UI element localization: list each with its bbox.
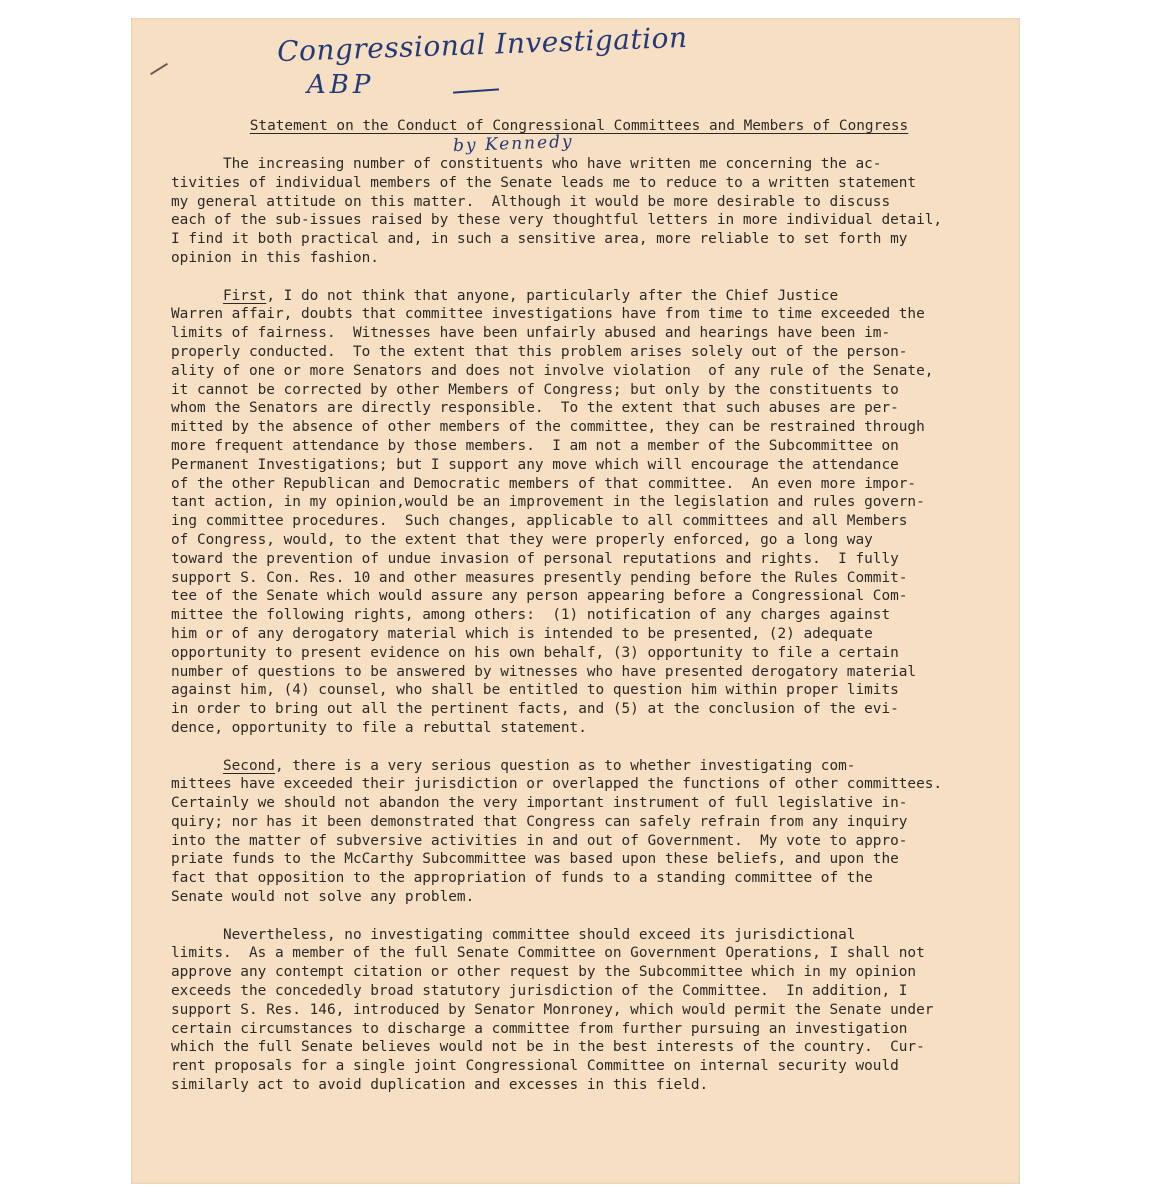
- text-line: into the matter of subversive activities in and out of Government. My vote to appro-: [171, 832, 908, 849]
- text-line: approve any contempt citation or other request by the Subcommittee which in my opinion: [171, 964, 917, 981]
- text-line: each of the sub-issues raised by these very thoughtful letters in more individual detail,: [171, 212, 943, 229]
- text-line: of Congress, would, to the extent that they were properly enforced, go a long way: [171, 531, 873, 548]
- text-line: toward the prevention of undue invasion of personal reputations and rights. I fully: [171, 550, 899, 567]
- text-line: limits of fairness. Witnesses have been unfairly abused and hearings have been im-: [171, 325, 891, 342]
- handwritten-title: Congressional Investigation: [276, 20, 689, 69]
- document-page: [131, 18, 1020, 1184]
- text-line: [171, 287, 1001, 306]
- text-line: limits. As a member of the full Senate Committee on Government Operations, I shall not: [171, 945, 925, 962]
- text-line: exceeds the concededly broad statutory jurisdiction of the Committee. In addition, I: [171, 983, 908, 1000]
- text-line: The increasing number of constituents who have written me concerning the ac-: [171, 156, 882, 172]
- paragraph-nevertheless: [171, 926, 1001, 1095]
- text-line: tivities of individual members of the Senate leads me to reduce to a written statement: [171, 174, 917, 191]
- text-line-rest: , I do not think that anyone, particularly after the Chief Justice: [266, 287, 839, 304]
- text-line: tant action, in my opinion,would be an improvement in the legislation and rules govern-: [171, 494, 925, 511]
- text-line: mittee the following rights, among others: (1) notification of any charges against: [171, 607, 891, 624]
- document-title: Statement on the Conduct of Congressional Committees and Members of Congress: [249, 118, 909, 134]
- text-line: Permanent Investigations; but I support any move which will encourage the attendance: [171, 456, 899, 473]
- handwritten-dash: [453, 88, 499, 93]
- text-line: quiry; nor has it been demonstrated that Congress can safely refrain from any inquiry: [171, 813, 908, 830]
- text-line-rest: , there is a very serious question as to whether investigating com-: [274, 757, 856, 774]
- paragraph-first: [171, 287, 1001, 738]
- text-line: Senate would not solve any problem.: [171, 889, 475, 906]
- paragraph-intro: [171, 155, 1001, 268]
- text-line: against him, (4) counsel, who shall be entitled to question him within proper limits: [171, 682, 899, 699]
- text-line: tee of the Senate which would assure any person appearing before a Congressional Com-: [171, 588, 908, 605]
- text-line: opinion in this fashion.: [171, 249, 379, 266]
- paragraph-lead-second: Second: [222, 757, 275, 774]
- handwritten-byline: by Kennedy: [452, 131, 574, 157]
- text-line: Certainly we should not abandon the very important instrument of full legislative in-: [171, 795, 908, 812]
- paragraph-lead-first: First: [222, 287, 267, 304]
- text-line: in order to bring out all the pertinent facts, and (5) at the conclusion of the evi-: [171, 701, 899, 718]
- text-line: it cannot be corrected by other Members of Congress; but only by the constituents to: [171, 381, 899, 398]
- handwritten-initials: ABP: [307, 70, 375, 100]
- text-line: certain circumstances to discharge a committee from further pursuing an investigation: [171, 1020, 908, 1037]
- text-line: dence, opportunity to file a rebuttal statement.: [171, 719, 587, 736]
- text-line: number of questions to be answered by witnesses who have presented derogatory material: [171, 663, 917, 680]
- text-line: opportunity to present evidence on his own behalf, (3) opportunity to file a certain: [171, 644, 899, 661]
- text-line: more frequent attendance by those members. I am not a member of the Subcommittee on: [171, 437, 899, 454]
- text-line: mittees have exceeded their jurisdiction or overlapped the functions of other committees.: [171, 776, 943, 793]
- text-line: of the other Republican and Democratic members of that committee. An even more impor-: [171, 475, 917, 492]
- document-body: [171, 155, 1001, 1114]
- pencil-mark: [150, 63, 168, 75]
- text-line: Warren affair, doubts that committee investigations have from time to time exceeded the: [171, 306, 925, 323]
- text-line: fact that opposition to the appropriation of funds to a standing committee of the: [171, 870, 873, 887]
- text-line: properly conducted. To the extent that this problem arises solely out of the person-: [171, 343, 908, 360]
- text-line: support S. Res. 146, introduced by Senator Monroney, which would permit the Senate under: [171, 1001, 934, 1018]
- text-line: my general attitude on this matter. Although it would be more desirable to discuss: [171, 193, 891, 210]
- text-line: [171, 757, 1001, 776]
- text-line: Nevertheless, no investigating committee should exceed its jurisdictional: [171, 926, 856, 943]
- text-line: ality of one or more Senators and does not involve violation of any rule of the Senate,: [171, 362, 934, 379]
- text-line: mitted by the absence of other members of the committee, they can be restrained through: [171, 419, 925, 436]
- text-line: him or of any derogatory material which is intended to be presented, (2) adequate: [171, 625, 873, 642]
- text-line: rent proposals for a single joint Congressional Committee on internal security would: [171, 1058, 899, 1075]
- text-line: whom the Senators are directly responsible. To the extent that such abuses are per-: [171, 400, 899, 417]
- text-line: ing committee procedures. Such changes, applicable to all committees and all Members: [171, 513, 908, 530]
- text-line: support S. Con. Res. 10 and other measures presently pending before the Rules Commit-: [171, 569, 908, 586]
- text-line: which the full Senate believes would not be in the best interests of the country. Cur-: [171, 1039, 925, 1056]
- text-line: I find it both practical and, in such a sensitive area, more reliable to set forth my: [171, 231, 908, 248]
- paragraph-second: [171, 757, 1001, 907]
- text-line: similarly act to avoid duplication and excesses in this field.: [171, 1077, 709, 1094]
- text-line: priate funds to the McCarthy Subcommittee was based upon these beliefs, and upon the: [171, 851, 899, 868]
